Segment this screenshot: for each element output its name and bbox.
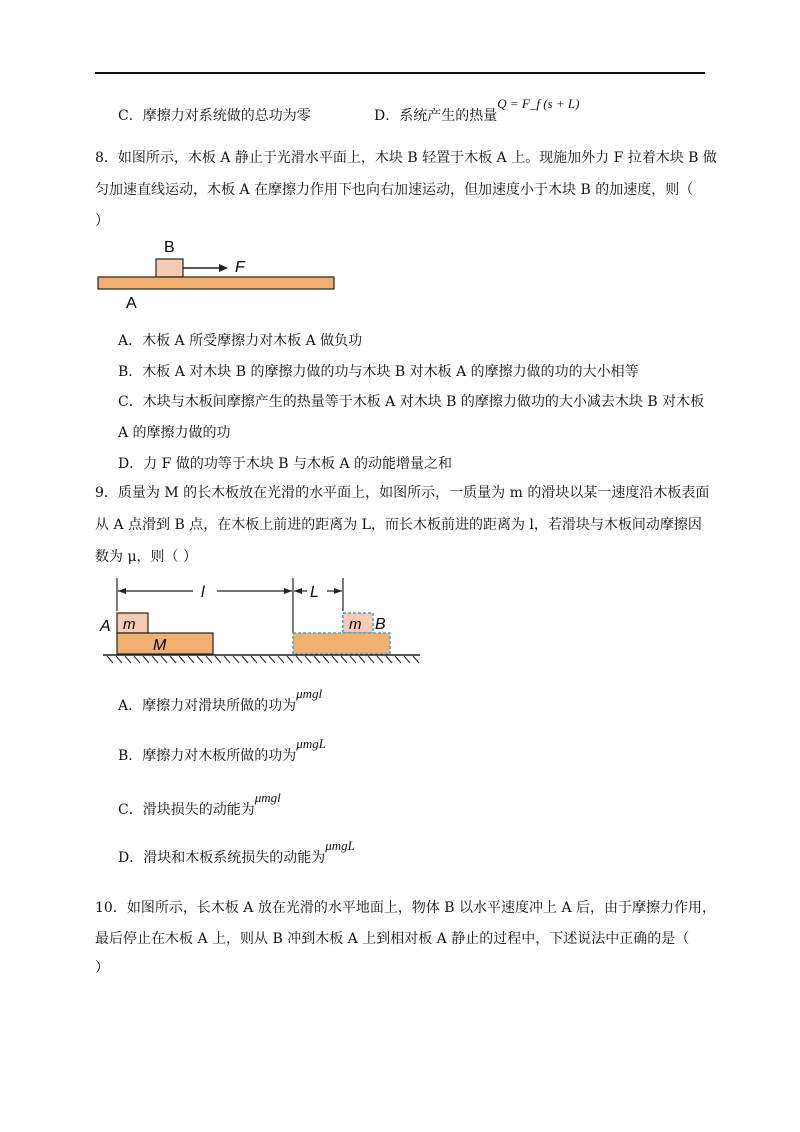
q9-option-c-formula: μmgl bbox=[254, 790, 281, 805]
header-rule bbox=[95, 72, 705, 74]
hatch-mark bbox=[278, 656, 284, 663]
q8-block-b bbox=[156, 259, 183, 277]
q9-board-M-end bbox=[293, 633, 390, 654]
q7-option-d-formula: Q = F_f (s + L) bbox=[497, 96, 580, 111]
q9-ground-hatching bbox=[107, 656, 419, 663]
q9-option-b-text: B．摩擦力对木板所做的功为 bbox=[118, 748, 297, 764]
hatch-mark bbox=[404, 656, 410, 663]
q9-label-B: B bbox=[375, 616, 386, 633]
hatch-mark bbox=[341, 656, 347, 663]
q9-label-A: A bbox=[100, 618, 111, 635]
q9-option-c-text: C．滑块损失的动能为 bbox=[118, 802, 255, 818]
hatch-mark bbox=[188, 656, 194, 663]
q9-option-a-text: A．摩擦力对滑块所做的功为 bbox=[118, 698, 297, 714]
q9-L-arrow-right bbox=[334, 588, 342, 594]
q7-option-d-text: D．系统产生的热量 bbox=[374, 108, 498, 124]
q8-label-f: F bbox=[235, 259, 245, 276]
hatch-mark bbox=[269, 656, 275, 663]
hatch-mark bbox=[368, 656, 374, 663]
hatch-mark bbox=[179, 656, 185, 663]
hatch-mark bbox=[332, 656, 338, 663]
q7-option-c: C．摩擦力对系统做的总功为零 bbox=[118, 108, 311, 124]
q9-label-m-start: m bbox=[123, 616, 136, 633]
q9-label-L: L bbox=[310, 584, 319, 601]
hatch-mark bbox=[206, 656, 212, 663]
q9-option-b bbox=[118, 736, 326, 766]
q7-option-d bbox=[374, 96, 580, 126]
hatch-mark bbox=[197, 656, 203, 663]
q8-label-a: A bbox=[126, 295, 137, 312]
q8-stem-line2: 匀加速直线运动，木板 A 在摩擦力作用下也向右加速运动，但加速度小于木块 B 的加速度，则（ bbox=[95, 182, 694, 198]
q10-stem-line1: 10．如图所示，长木板 A 放在光滑的水平地面上，物体 B 以水平速度冲上 A 后，由于摩擦力作用， bbox=[95, 900, 717, 916]
hatch-mark bbox=[323, 656, 329, 663]
q9-l-arrow-left bbox=[118, 588, 126, 594]
hatch-mark bbox=[296, 656, 302, 663]
q8-option-c-cont: A 的摩擦力做的功 bbox=[118, 425, 231, 441]
q10-stem-line2: 最后停止在木板 A 上，则从 B 冲到木板 A 上到相对板 A 静止的过程中，下述说法中正确的是（ bbox=[95, 931, 690, 947]
hatch-mark bbox=[305, 656, 311, 663]
hatch-mark bbox=[377, 656, 383, 663]
hatch-mark bbox=[152, 656, 158, 663]
hatch-mark bbox=[161, 656, 167, 663]
hatch-mark bbox=[242, 656, 248, 663]
hatch-mark bbox=[359, 656, 365, 663]
hatch-mark bbox=[134, 656, 140, 663]
hatch-mark bbox=[395, 656, 401, 663]
hatch-mark bbox=[125, 656, 131, 663]
hatch-mark bbox=[143, 656, 149, 663]
hatch-mark bbox=[260, 656, 266, 663]
q9-option-d-text: D．滑块和木板系统损失的动能为 bbox=[118, 850, 326, 866]
hatch-mark bbox=[413, 656, 419, 663]
q8-option-b: B．木板 A 对木块 B 的摩擦力做的功与木块 B 对木板 A 的摩擦力做的功的大小相等 bbox=[118, 364, 639, 380]
q9-option-a bbox=[118, 686, 323, 716]
q8-force-arrowhead bbox=[219, 264, 228, 272]
hatch-mark bbox=[224, 656, 230, 663]
hatch-mark bbox=[386, 656, 392, 663]
hatch-mark bbox=[233, 656, 239, 663]
hatch-mark bbox=[215, 656, 221, 663]
q8-stem-line3: ） bbox=[95, 213, 109, 229]
hatch-mark bbox=[350, 656, 356, 663]
q9-stem-line1: 9．质量为 M 的长木板放在光滑的水平面上，如图所示，一质量为 m 的滑块以某一速度沿木板表面 bbox=[95, 485, 710, 501]
q9-stem-line2: 从 A 点滑到 B 点，在木板上前进的距离为 L，而长木板前进的距离为 l，若滑块与木板间动摩擦因 bbox=[95, 517, 702, 533]
q8-figure bbox=[90, 232, 350, 312]
q10-stem-line3: ） bbox=[95, 960, 109, 976]
hatch-mark bbox=[170, 656, 176, 663]
q9-option-d-formula: μmgL bbox=[325, 838, 355, 853]
q9-option-c bbox=[118, 790, 281, 820]
q9-option-a-formula: μmgl bbox=[296, 686, 323, 701]
q8-label-b: B bbox=[164, 239, 175, 256]
q9-L-arrow-left bbox=[294, 588, 302, 594]
q9-l-arrow-right bbox=[284, 588, 292, 594]
hatch-mark bbox=[107, 656, 113, 663]
hatch-mark bbox=[314, 656, 320, 663]
q9-figure bbox=[95, 573, 430, 668]
q9-label-m-end: m bbox=[349, 616, 362, 633]
q9-label-l: l bbox=[201, 584, 205, 601]
q8-option-c: C．木块与木板间摩擦产生的热量等于木板 A 对木块 B 的摩擦力做功的大小减去木块 B 对木板 bbox=[118, 394, 705, 410]
hatch-mark bbox=[116, 656, 122, 663]
q9-stem-line3: 数为 μ，则（ ） bbox=[95, 549, 197, 565]
q8-stem-line1: 8．如图所示，木板 A 静止于光滑水平面上，木块 B 轻置于木板 A 上。现施加外力 F 拉着木块 B 做 bbox=[95, 150, 717, 166]
q9-option-b-formula: μmgL bbox=[296, 736, 326, 751]
hatch-mark bbox=[251, 656, 257, 663]
q8-board-a bbox=[98, 277, 334, 289]
q8-option-d: D．力 F 做的功等于木块 B 与木板 A 的动能增量之和 bbox=[118, 456, 453, 472]
hatch-mark bbox=[287, 656, 293, 663]
q8-option-a: A．木板 A 所受摩擦力对木板 A 做负功 bbox=[118, 333, 363, 349]
q9-label-M: M bbox=[153, 637, 167, 654]
q9-option-d bbox=[118, 838, 355, 868]
